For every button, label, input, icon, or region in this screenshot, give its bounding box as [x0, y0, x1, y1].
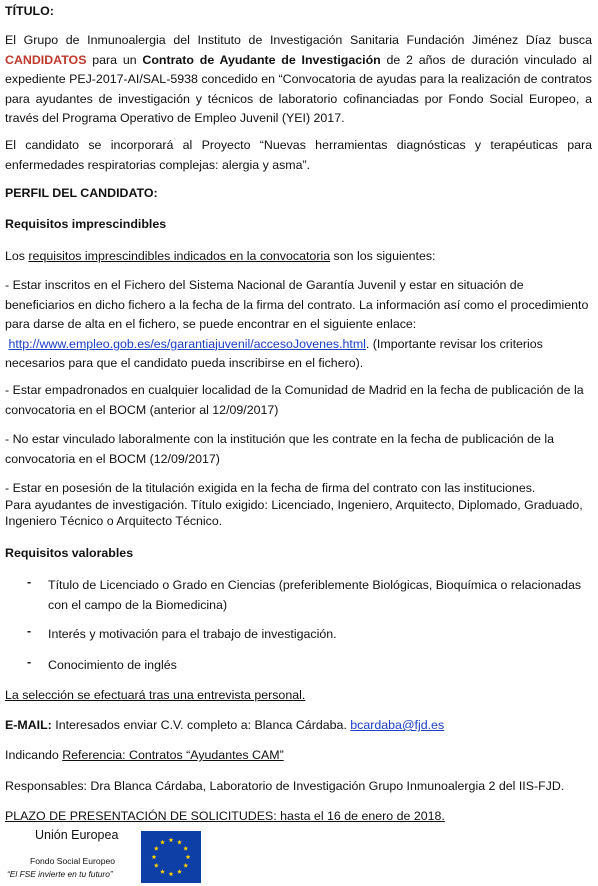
- valorable-2: Interés y motivación para el trabajo de investigación.: [48, 627, 337, 641]
- candidatos-highlight: CANDIDATOS: [5, 52, 87, 67]
- intro-paragraph: [5, 31, 592, 129]
- email-label: E-MAIL:: [5, 718, 52, 732]
- flag-star: [152, 854, 157, 859]
- requisito-1-text: - Estar inscritos en el Fichero del Sistema Nacional de Garantía Juvenil y estar en situación de beneficiarios en dicho fichero a la fecha de la firma del contrato. La información así como el procedimiento para darse de alta en el fichero, se puede encontrar en el siguiente enlace:: [5, 278, 589, 332]
- flag-star: [169, 871, 174, 876]
- responsables-line: Responsables: Dra Blanca Cárdaba, Laboratorio de Investigación Grupo Inmunoalergia 2 del IIS-FJD.: [5, 779, 565, 793]
- requisitos-imprescindibles-heading: Requisitos imprescindibles: [5, 217, 167, 231]
- flag-star: [177, 840, 182, 845]
- fse-label: Fondo Social Europeo: [30, 856, 116, 866]
- bullet-dash: -: [27, 624, 32, 638]
- email-link[interactable]: bcardaba@fjd.es: [350, 718, 445, 732]
- requisitos-convocatoria-underline: requisitos imprescindibles indicados en la convocatoria: [28, 249, 331, 263]
- contrato-title: Contrato de Ayudante de Investigación: [142, 52, 381, 67]
- fse-slogan: “El FSE invierte en tu futuro”: [7, 869, 113, 879]
- plazo-line: PLAZO DE PRESENTACIÓN DE SOLICITUDES: hasta el 16 de enero de 2018.: [5, 809, 445, 823]
- union-europea-label: Unión Europea: [35, 828, 119, 842]
- referencia-prefix: Indicando: [5, 748, 63, 762]
- proyecto-paragraph: El candidato se incorporará al Proyecto “Nuevas herramientas diagnósticas y terapéuticas para enfermedades respiratorias complejas: alergia y asma”.: [5, 138, 592, 172]
- intro-text-1: El Grupo de Inmunoalergia del Instituto de Investigación Sanitaria Fundación Jiménez Díaz busca: [5, 33, 592, 47]
- titulo-heading: TÍTULO:: [5, 4, 54, 18]
- intro-text-2: para un: [86, 52, 143, 67]
- perfil-heading: PERFIL DEL CANDIDATO:: [5, 186, 158, 200]
- flag-star: [183, 846, 188, 851]
- eu-flag-stars: [141, 831, 201, 883]
- referencia-value: Referencia: Contratos “Ayudantes CAM”: [62, 748, 284, 762]
- flag-star: [183, 863, 188, 868]
- valorable-1: Título de Licenciado o Grado en Ciencias (preferiblemente Biológicas, Bioquímica o relacionadas con el campo de la Biomedicina): [48, 578, 582, 612]
- requisitos-intro: [5, 247, 592, 267]
- requisitos-intro-text-2: son los siguientes:: [330, 249, 436, 263]
- requisito-4: [5, 480, 592, 530]
- flag-star: [177, 869, 182, 874]
- requisito-2: - Estar empadronados en cualquier localidad de la Comunidad de Madrid en la fecha de publicación de la convocatoria en el BOCM (anterior al 12/09/2017): [5, 383, 584, 417]
- requisito-4-line-1: - Estar en posesión de la titulación exigida en la fecha de firma del contrato con las instituciones.: [5, 481, 536, 495]
- seleccion-note: La selección se efectuará tras una entrevista personal.: [5, 688, 306, 702]
- flag-star: [154, 863, 159, 868]
- flag-star: [154, 846, 159, 851]
- valorable-3: Conocimiento de inglés: [48, 658, 177, 672]
- requisito-1-note: . (Importante revisar los criterios necesarios para que el candidato pueda inscribirse en el fichero).: [5, 336, 543, 371]
- flag-star: [186, 854, 191, 859]
- eu-flag-icon: [141, 831, 201, 883]
- flag-star: [160, 840, 165, 845]
- referencia-line: [5, 746, 592, 766]
- flag-star: [169, 837, 174, 842]
- requisitos-intro-text-1: Los: [5, 249, 29, 263]
- requisito-3: - No estar vinculado laboralmente con la institución que les contrate en la fecha de publicación de la convocatoria en el BOCM (12/09/2017): [5, 432, 554, 466]
- bullet-dash: -: [27, 575, 32, 589]
- requisito-1: [5, 276, 592, 374]
- email-text: Interesados enviar C.V. completo a: Blanca Cárdaba.: [51, 718, 351, 732]
- email-line: [5, 716, 592, 736]
- garantia-juvenil-link[interactable]: http://www.empleo.gob.es/es/garantiajuvenil/accesoJovenes.html: [8, 336, 366, 351]
- eu-footer: [5, 826, 205, 884]
- requisito-4-line-2: Para ayudantes de investigación. Título exigido: Licenciado, Ingeniero, Arquitecto, Diplomado, Graduado, Ingeniero Técnico o Arquitecto Técnico.: [5, 497, 583, 528]
- bullet-dash: -: [27, 655, 32, 669]
- requisitos-valorables-heading: Requisitos valorables: [5, 546, 134, 560]
- intro-text-3: de 2 años de duración vinculado al expediente PEJ-2017-AI/SAL-5938 concedido en “Convocatoria de ayudas para la realización de contratos para ayudantes de investigación y técnicos de laboratorio cofinanciadas por Fondo Social Europeo, a través del Programa Operativo de Empleo Juvenil (YEI) 2017.: [5, 52, 592, 125]
- flag-star: [160, 869, 165, 874]
